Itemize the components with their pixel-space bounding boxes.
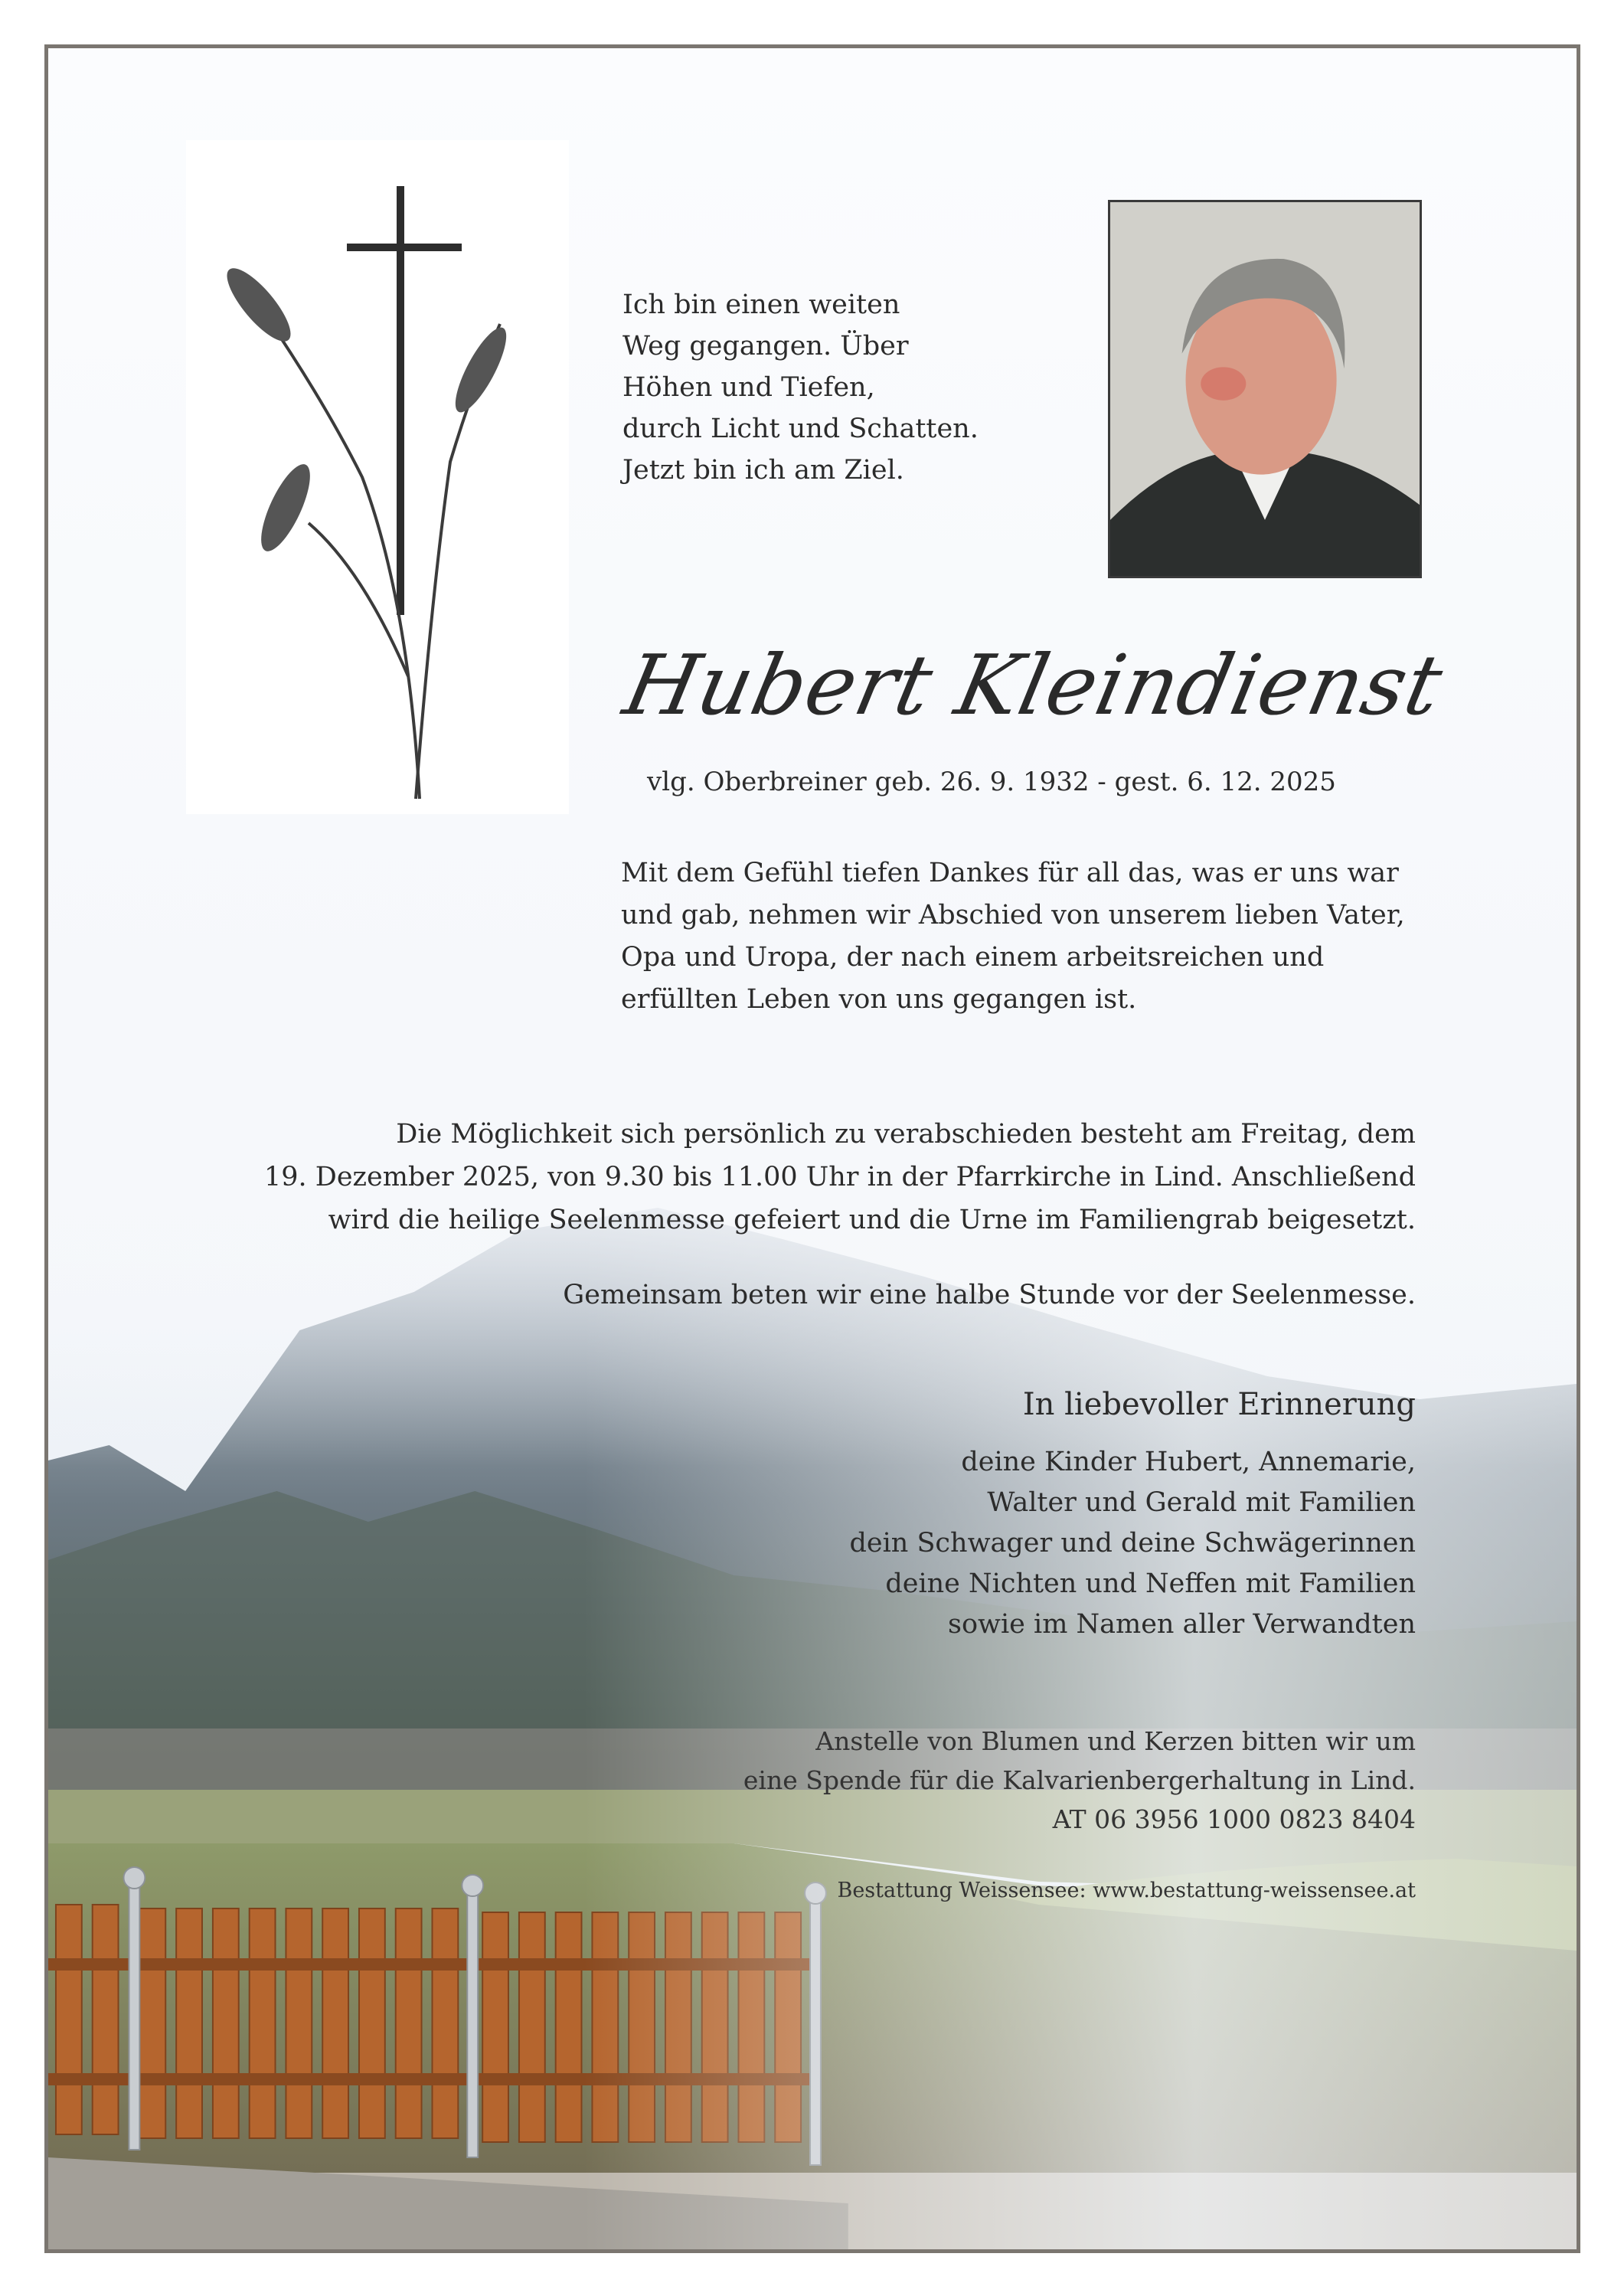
funeral-home-footer: Bestattung Weissensee: www.bestattung-weissensee.at	[837, 1879, 1416, 1902]
mourner-line: deine Nichten und Neffen mit Familien	[885, 1568, 1416, 1599]
donation-iban: AT 06 3956 1000 0823 8404	[1052, 1804, 1416, 1834]
memory-heading: In liebevoller Erinnerung	[1022, 1387, 1416, 1422]
obituary-card	[44, 44, 1580, 2253]
poem-quote	[622, 284, 979, 491]
farewell-info	[264, 1113, 1416, 1241]
deceased-name: Hubert Kleindienst	[616, 638, 1451, 734]
poem-line: Weg gegangen. Über	[622, 331, 909, 361]
intro-line: Mit dem Gefühl tiefen Dankes für all das, was er uns war	[621, 858, 1399, 888]
poem-line: Jetzt bin ich am Ziel.	[622, 455, 904, 486]
poem-line: Ich bin einen weiten	[622, 289, 900, 320]
farewell-line: Die Möglichkeit sich persönlich zu verabschieden besteht am Freitag, dem	[396, 1119, 1416, 1150]
farewell-line: wird die heilige Seelenmesse gefeiert und die Urne im Familiengrab beigesetzt.	[328, 1205, 1416, 1235]
farewell-line: 19. Dezember 2025, von 9.30 bis 11.00 Uhr in der Pfarrkirche in Lind. Anschließend	[263, 1162, 1416, 1192]
portrait-photo	[1108, 200, 1422, 578]
life-dates: vlg. Oberbreiner geb. 26. 9. 1932 - gest. 6. 12. 2025	[647, 767, 1336, 797]
intro-line: erfüllten Leben von uns gegangen ist.	[621, 984, 1137, 1015]
mourner-line: Walter und Gerald mit Familien	[987, 1487, 1416, 1518]
prayer-note: Gemeinsam beten wir eine halbe Stunde vor der Seelenmesse.	[563, 1280, 1416, 1310]
donation-line: eine Spende für die Kalvarienbergerhaltung in Lind.	[743, 1765, 1416, 1795]
poem-line: Höhen und Tiefen,	[622, 372, 875, 403]
donation-line: Anstelle von Blumen und Kerzen bitten wir um	[815, 1726, 1416, 1756]
intro-text	[621, 852, 1463, 1021]
mourner-line: dein Schwager und deine Schwägerinnen	[849, 1528, 1416, 1558]
mourner-line: deine Kinder Hubert, Annemarie,	[961, 1447, 1416, 1477]
mourners-list	[849, 1442, 1416, 1645]
donation-note	[743, 1722, 1416, 1839]
intro-line: und gab, nehmen wir Abschied von unserem lieben Vater,	[621, 900, 1405, 931]
mourner-line: sowie im Namen aller Verwandten	[947, 1609, 1416, 1640]
cross-with-wheat-icon	[186, 140, 569, 814]
intro-line: Opa und Uropa, der nach einem arbeitsreichen und	[621, 942, 1325, 973]
poem-line: durch Licht und Schatten.	[622, 414, 979, 444]
